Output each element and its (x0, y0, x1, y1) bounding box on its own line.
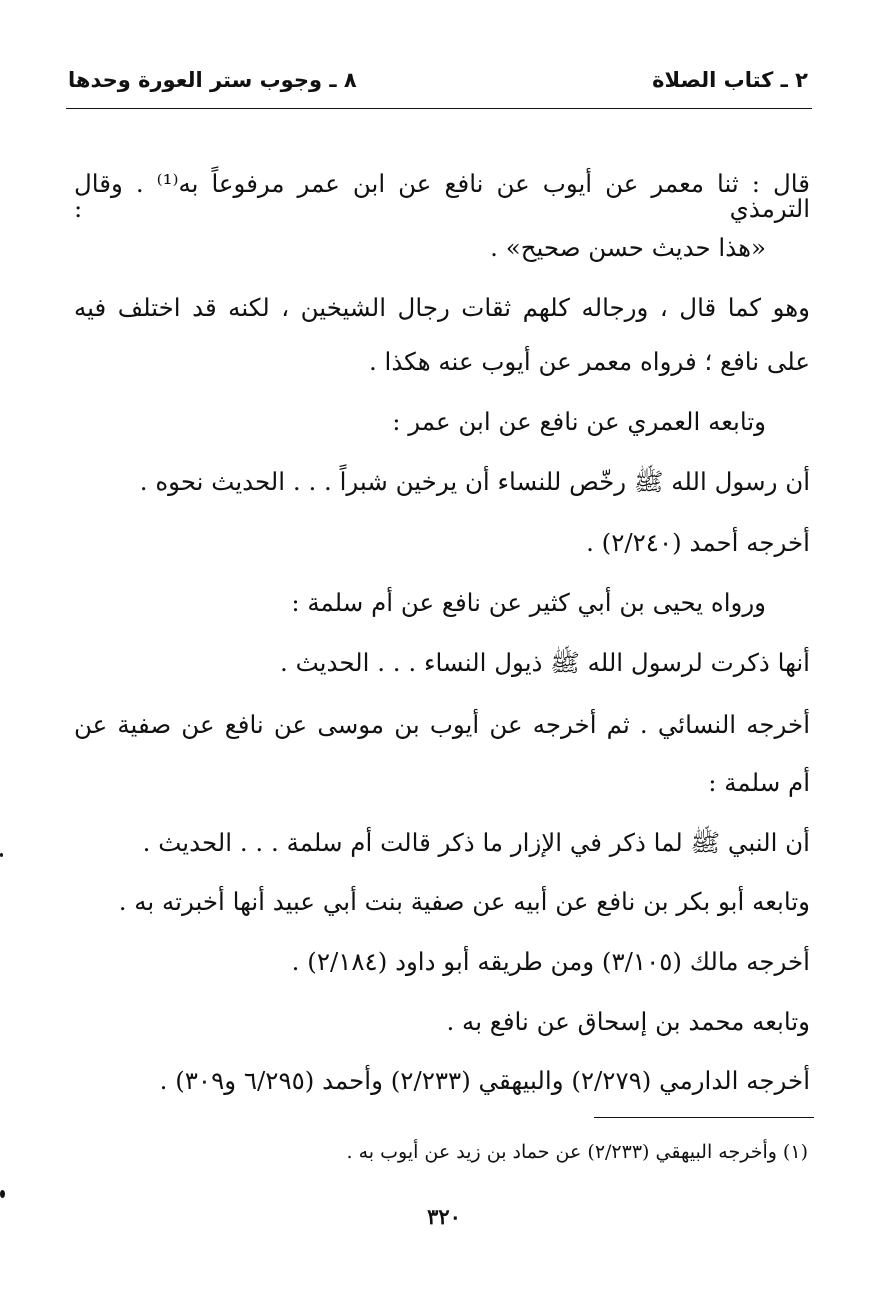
scan-speck (0, 1190, 5, 1198)
text-line: ورواه يحيى بن أبي كثير عن نافع عن أم سلمة : (291, 588, 766, 617)
text-line: أنها ذكرت لرسول الله ﷺ ذيول النساء . . . الحديث . (280, 648, 810, 677)
text-line: وتابعه أبو بكر بن نافع عن أبيه عن صفية بنت أبي عبيد أنها أخبرته به . (118, 887, 810, 916)
text-line: وتابعه العمري عن نافع عن ابن عمر : (392, 407, 766, 436)
text-line: أخرجه مالك (٣/١٠٥) ومن طريقه أبو داود (٢/١٨٤) . (291, 947, 810, 976)
text-line: أخرجه النسائي . ثم أخرجه عن أيوب بن موسى عن نافع عن صفية عن (74, 710, 810, 739)
text-line: أخرجه الدارمي (٢/٢٧٩) والبيهقي (٢/٢٣٣) وأحمد (٦/٢٩٥ و٣٠٩) . (159, 1066, 810, 1095)
footnote: (١) وأخرجه البيهقي (٢/٢٣٣) عن حماد بن زيد عن أيوب به . (346, 1141, 808, 1163)
text-line: وهو كما قال ، ورجاله كلهم ثقات رجال الشيخين ، لكنه قد اختلف فيه (74, 293, 810, 322)
text-line: أن النبي ﷺ لما ذكر في الإزار ما ذكر قالت أم سلمة . . . الحديث . (142, 828, 810, 857)
text-line: على نافع ؛ فرواه معمر عن أيوب عنه هكذا . (368, 347, 810, 376)
page-number: ٣٢٠ (427, 1204, 461, 1229)
text-line: أخرجه أحمد (٢/٢٤٠) . (586, 528, 810, 557)
header-rule (66, 108, 812, 109)
running-header-section: ٨ ـ وجوب ستر العورة وحدها (68, 68, 357, 92)
text-line: «هذا حديث حسن صحيح» . (490, 233, 766, 262)
text-line: أن رسول الله ﷺ رخّص للنساء أن يرخين شبراً . . . الحديث نحوه . (139, 467, 810, 496)
footnote-rule (594, 1117, 814, 1118)
text-line: قال : ثنا معمر عن أيوب عن نافع عن ابن عمر مرفوعاً به⁽¹⁾ . وقال الترمذي : (74, 169, 810, 223)
scan-speck (0, 853, 3, 857)
text-line: وتابعه محمد بن إسحاق عن نافع به . (446, 1007, 810, 1036)
running-header-chapter: ٢ ـ كتاب الصلاة (652, 68, 808, 92)
text-line: أم سلمة : (708, 768, 810, 797)
